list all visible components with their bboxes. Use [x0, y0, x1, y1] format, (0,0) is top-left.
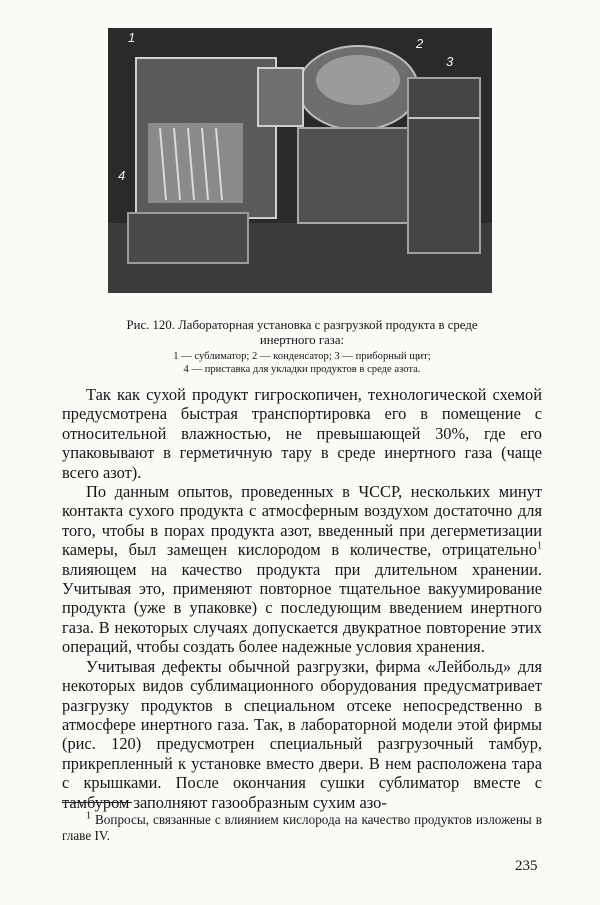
footnote-text: Вопросы, связанные с влиянием кислорода на качество продуктов изложены в главе IV. — [62, 812, 542, 843]
paragraph: Так как сухой продукт гигроскопичен, технологической схемой предусмотрена быстрая транспортировка его в помещение с относительной влажностью, не превышающей 30%, где его упаковывают в герметичную тару в среде инертного газа (чаще всего азот). — [62, 385, 542, 482]
paragraph-text: влияющем на качество продукта при длительном хранении. Учитывая это, применяют повторное тщательное вакуумирование продукта (уже в упаковке) с последующим введением инертного газа. В некоторых случаях допускается двукратное повторение этих операций, чтобы создать более надежные условия хранения. — [62, 559, 542, 657]
paragraph — [62, 482, 542, 657]
figure-photo — [108, 28, 492, 293]
lab-apparatus-illustration — [108, 28, 492, 293]
footnote-divider — [62, 802, 132, 803]
callout-3: 3 — [446, 54, 454, 69]
footnote-number: 1 — [86, 810, 91, 822]
body-text — [62, 385, 542, 812]
paragraph: Учитывая дефекты обычной разгрузки, фирма «Лейбольд» для некоторых видов сублимационного оборудования предусматривает разгрузку продуктов в специальном отсеке непосредственно в атмосфере инертного газа. Так, в лабораторной модели этой фирмы (рис. 120) предусмотрен специальный разгрузочный тамбур, прикрепленный к установке вместо двери. В нем расположена тара с крышками. После окончания сушки сублиматор вместе с тамбуром заполняют газообразным сухим азо- — [62, 656, 542, 812]
callout-2: 2 — [416, 36, 424, 51]
footnote-marker: 1 — [537, 540, 542, 552]
figure-legend — [102, 350, 502, 376]
figure-legend-line: 4 — приставка для укладки продуктов в среде азота. — [183, 364, 421, 375]
paragraph-text: По данным опытов, проведенных в ЧССР, нескольких минут контакта сухого продукта с атмосферным воздухом достаточно для того, чтобы в порах продукта азот, введенный при дегерметизации камеры, был замещен кислородом в количестве, отрицательно — [62, 482, 542, 560]
figure-legend-line: 1 — сублиматор; 2 — конденсатор; 3 — приборный щит; — [173, 351, 431, 362]
page-number: 235 — [515, 858, 538, 874]
callout-1: 1 — [128, 30, 136, 45]
figure-caption: Рис. 120. Лабораторная установка с разгрузкой продукта в среде инертного газа: — [126, 318, 478, 347]
footnote — [62, 812, 542, 844]
callout-4: 4 — [118, 168, 126, 183]
